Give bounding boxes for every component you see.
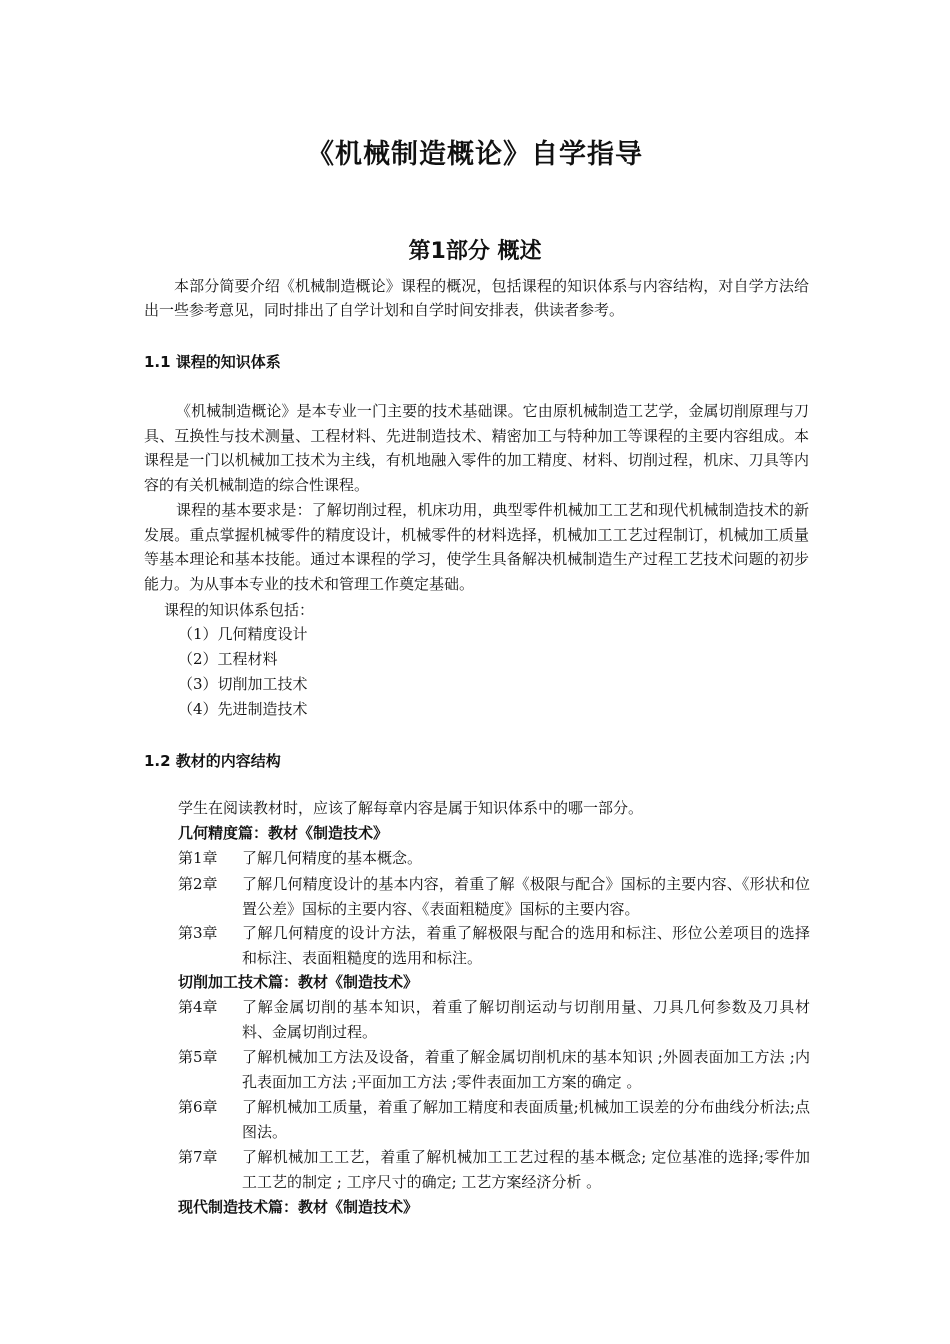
chapter-description: 了解机械加工质量，着重了解加工精度和表面质量;机械加工误差的分布曲线分析法;点图法。: [242, 1098, 810, 1141]
section-1-1-paragraph-2: 课程的基本要求是：了解切削过程，机床功用，典型零件机械加工工艺和现代机械制造技术的新发展。重点掌握机械零件的精度设计，机械零件的材料选择，机械加工工艺过程制订，机械加工质量等基本理论和基本技能。通过本课程的学习，使学生具备解决机械制造生产过程工艺技术问题的初步能力。为从事本专业的技术和管理工作奠定基础。: [144, 501, 809, 593]
chapter-number: 第6章: [178, 1098, 218, 1116]
chapter-description: 了解金属切削的基本知识，着重了解切削运动与切削用量、刀具几何参数及刀具材料、金属切削过程。: [242, 998, 810, 1041]
section-heading-1-2: 1.2 教材的内容结构: [144, 752, 281, 770]
chapter-number: 第2章: [178, 875, 218, 893]
chapter-entry: [178, 872, 810, 922]
section-1-1-paragraph-1: 《机械制造概论》是本专业一门主要的技术基础课。它由原机械制造工艺学，金属切削原理与刀具、互换性与技术测量、工程材料、先进制造技术、精密加工与特种加工等课程的主要内容组成。本课程是一门以机械加工技术为主线，有机地融入零件的加工精度、材料、切削过程，机床、刀具等内容的有关机械制造的综合性课程。: [144, 402, 809, 494]
chapter-number: 第5章: [178, 1048, 218, 1066]
knowledge-list-item: （4）先进制造技术: [178, 700, 308, 718]
chapter-description: 了解几何精度的基本概念。: [242, 849, 423, 867]
group-heading-modern-manufacturing: 现代制造技术篇：教材《制造技术》: [178, 1198, 419, 1216]
chapter-description: 了解几何精度的设计方法，着重了解极限与配合的选用和标注、形位公差项目的选择和标注、表面粗糙度的选用和标注。: [242, 924, 810, 967]
chapter-entry: [178, 1045, 810, 1095]
chapter-number: 第1章: [178, 849, 218, 867]
knowledge-list-item: （1）几何精度设计: [178, 625, 308, 643]
chapter-entry: [178, 1145, 810, 1195]
section-1-2-intro: 学生在阅读教材时，应该了解每章内容是属于知识体系中的哪一部分。: [178, 799, 644, 817]
chapter-description: 了解几何精度设计的基本内容，着重了解《极限与配合》国标的主要内容、《形状和位置公差》国标的主要内容、《表面粗糙度》国标的主要内容。: [242, 875, 810, 918]
knowledge-list-intro: 课程的知识体系包括：: [164, 601, 315, 619]
document-title: 《机械制造概论》自学指导: [307, 139, 643, 170]
chapter-number: 第4章: [178, 998, 218, 1016]
part-intro-paragraph: 本部分简要介绍《机械制造概论》课程的概况，包括课程的知识体系与内容结构，对自学方法给出一些参考意见，同时排出了自学计划和自学时间安排表，供读者参考。: [144, 277, 809, 319]
chapter-entry: [178, 1095, 810, 1145]
group-heading-geometric-precision: 几何精度篇：教材《制造技术》: [178, 824, 389, 842]
chapter-number: 第3章: [178, 924, 218, 942]
part-title: 第1部分 概述: [408, 239, 542, 264]
chapter-entry: [178, 921, 810, 971]
chapter-entry: [178, 995, 810, 1045]
knowledge-list-item: （2）工程材料: [178, 650, 278, 668]
chapter-description: 了解机械加工方法及设备，着重了解金属切削机床的基本知识 ;外圆表面加工方法 ;内孔表面加工方法 ;平面加工方法 ;零件表面加工方案的确定 。: [242, 1048, 810, 1091]
section-heading-1-1: 1.1 课程的知识体系: [144, 353, 281, 371]
group-heading-cutting-technology: 切削加工技术篇：教材《制造技术》: [178, 973, 419, 991]
chapter-entry: [178, 846, 810, 871]
chapter-number: 第7章: [178, 1148, 218, 1166]
knowledge-list-item: （3）切削加工技术: [178, 675, 308, 693]
chapter-description: 了解机械加工工艺，着重了解机械加工工艺过程的基本概念; 定位基准的选择;零件加工工艺的制定 ; 工序尺寸的确定; 工艺方案经济分析 。: [242, 1148, 810, 1191]
